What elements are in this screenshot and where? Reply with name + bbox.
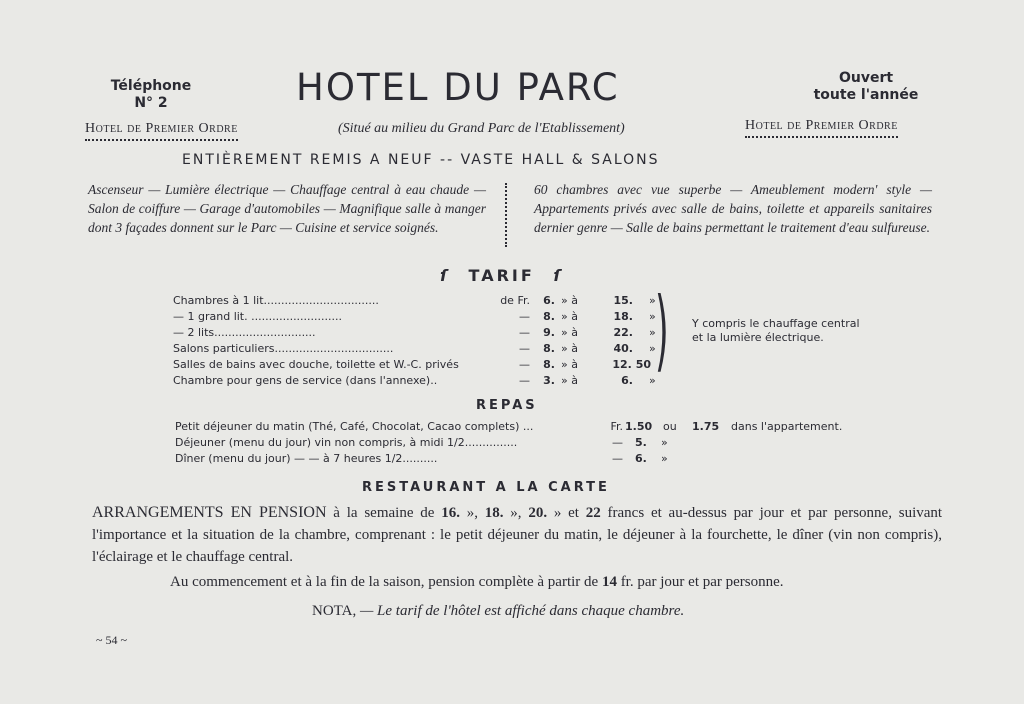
ornament-right-icon: ~ (120, 633, 127, 647)
tarif-max: 6. (621, 374, 633, 387)
repas-from: — (612, 436, 623, 449)
tarif-from: — (519, 358, 530, 371)
tarif-row (173, 310, 663, 326)
tarif-from: — (519, 374, 530, 387)
season-text-2: fr. par jour et par personne. (620, 574, 784, 590)
tarif-from: — (519, 342, 530, 355)
repas-from: — (612, 452, 623, 465)
tarif-max: 22. (613, 326, 633, 339)
swash-left: ſ (440, 266, 450, 285)
telephone-label: Téléphone (110, 78, 192, 94)
tarif-row (173, 358, 663, 374)
tarif-row (173, 374, 663, 390)
tarif-max: 18. (613, 310, 633, 323)
tarif-min: 6. (543, 294, 555, 307)
tarif-row (173, 326, 663, 342)
renovation-line: ENTIÈREMENT REMIS A NEUF -- VASTE HALL & SALONS (182, 152, 660, 168)
nota-text: — Le tarif de l'hôtel est affiché dans chaque chambre. (359, 603, 685, 619)
hotel-subtitle: (Situé au milieu du Grand Parc de l'Etablissement) (338, 121, 625, 136)
tarif-max: 40. (613, 342, 633, 355)
tarif-max: 15. (613, 294, 633, 307)
repas-from: Fr. (610, 420, 623, 433)
repas-row (175, 436, 875, 452)
season-line (170, 574, 784, 591)
tarif-min: 8. (543, 310, 555, 323)
tarif-title: TARIF (468, 266, 535, 285)
repas-label: Dîner (menu du jour) — — à 7 heures 1/2.......... (175, 452, 438, 465)
tarif-quote: » (649, 326, 656, 339)
tarif-min: 9. (543, 326, 555, 339)
first-class-left: Hotel de Premier Ordre (85, 121, 238, 141)
pension-and: » et (553, 505, 579, 521)
pension-lead: ARRANGEMENTS EN PENSION (92, 504, 327, 521)
repas-row (175, 420, 875, 436)
repas-quote: » (661, 436, 668, 449)
repas-price: 1.50 (625, 420, 653, 433)
tarif-a: » à (561, 294, 578, 307)
tarif-quote: » (649, 310, 656, 323)
first-class-right: Hotel de Premier Ordre (745, 118, 898, 138)
repas-tail: dans l'appartement. (731, 420, 843, 433)
pension-text-1: à la semaine de (333, 505, 435, 521)
page-number (96, 633, 127, 648)
tarif-from: de Fr. (500, 294, 530, 307)
tarif-from: — (519, 310, 530, 323)
pension-price-3: 20. (528, 505, 548, 521)
tarif-label: Salons particuliers.................................. (173, 342, 394, 355)
repas-row (175, 452, 875, 468)
amenities-left: Ascenseur — Lumière électrique — Chauffage central à eau chaude — Salon de coiffure — Garage d'automobiles — Magnifique salle à manger dont 3 façades donnent sur le Parc — Cuisine et service soignés. (88, 182, 486, 235)
repas-price: 6. (635, 452, 647, 465)
telephone-block (96, 78, 206, 112)
season-price: 14 (601, 574, 617, 590)
tarif-max: 12. 50 (612, 358, 651, 371)
tarif-a: » à (561, 374, 578, 387)
tarif-quote: » (649, 294, 656, 307)
open-line-1: Ouvert (838, 70, 894, 86)
pension-sep-1: », (466, 505, 478, 521)
page-title: HOTEL DU PARC (296, 66, 620, 109)
repas-price: 5. (635, 436, 647, 449)
telephone-number: N° 2 (134, 95, 168, 111)
repas-label: Petit déjeuner du matin (Thé, Café, Chocolat, Cacao complets) ... (175, 420, 534, 433)
repas-heading: REPAS (476, 398, 538, 413)
tarif-a: » à (561, 326, 578, 339)
nota-word: NOTA, (312, 603, 357, 619)
tarif-label: — 2 lits............................. (173, 326, 316, 339)
tarif-label: Salles de bains avec douche, toilette et W.-C. privés (173, 358, 459, 371)
tarif-min: 8. (543, 342, 555, 355)
tarif-a: » à (561, 358, 578, 371)
tarif-label: — 1 grand lit. .......................... (173, 310, 343, 323)
amenities-right: 60 chambres avec vue superbe — Ameublement modern' style — Appartements privés avec salle de bains, toilette et appareils sanitaires dernier genre — Salle de bains permettant le traitement d'eau sulfureuse. (534, 182, 932, 235)
repas-or: ou (663, 420, 677, 433)
tarif-a: » à (561, 342, 578, 355)
repas-quote: » (661, 452, 668, 465)
tarif-from: — (519, 326, 530, 339)
pension-price-1: 16. (441, 505, 460, 521)
tarif-quote: » (649, 342, 656, 355)
tarif-min: 8. (543, 358, 555, 371)
pension-price-2: 18. (484, 505, 504, 521)
nota-line (312, 603, 684, 620)
tarif-quote: » (649, 374, 656, 387)
tarif-a: » à (561, 310, 578, 323)
pension-text-2: francs et au-dessus par jour et par personne, suivant l'importance et la situation de la chambre, comprenant : le petit déjeuner du matin, le déjeuner à la fourchette, le dîner (vin non compris), l'éclairage et le chauffage central. (92, 505, 943, 565)
tarif-label: Chambre pour gens de service (dans l'annexe).. (173, 374, 438, 387)
tarif-heading (440, 266, 563, 285)
tarif-label: Chambres à 1 lit................................. (173, 294, 379, 307)
tarif-min: 3. (543, 374, 555, 387)
ornament-left-icon: ~ (96, 633, 103, 647)
restaurant-heading: RESTAURANT A LA CARTE (362, 480, 610, 495)
tarif-brace: ) (655, 278, 669, 381)
pension-price-4: 22 (585, 505, 601, 521)
pension-paragraph (92, 502, 942, 568)
season-text-1: Au commencement et à la fin de la saison, pension complète à partir de (170, 574, 599, 590)
opening-block (806, 70, 926, 104)
page-number-value: 54 (105, 633, 118, 647)
tarif-note: Y compris le chauffage central et la lumière électrique. (692, 317, 860, 344)
open-line-2: toute l'année (813, 87, 919, 103)
pension-sep-2: », (510, 505, 522, 521)
repas-label: Déjeuner (menu du jour) vin non compris, à midi 1/2............... (175, 436, 518, 449)
column-divider (505, 183, 507, 247)
tarif-row (173, 342, 663, 358)
swash-right: ſ (553, 266, 564, 285)
repas-price-2: 1.75 (692, 420, 720, 433)
tarif-row (173, 294, 663, 310)
